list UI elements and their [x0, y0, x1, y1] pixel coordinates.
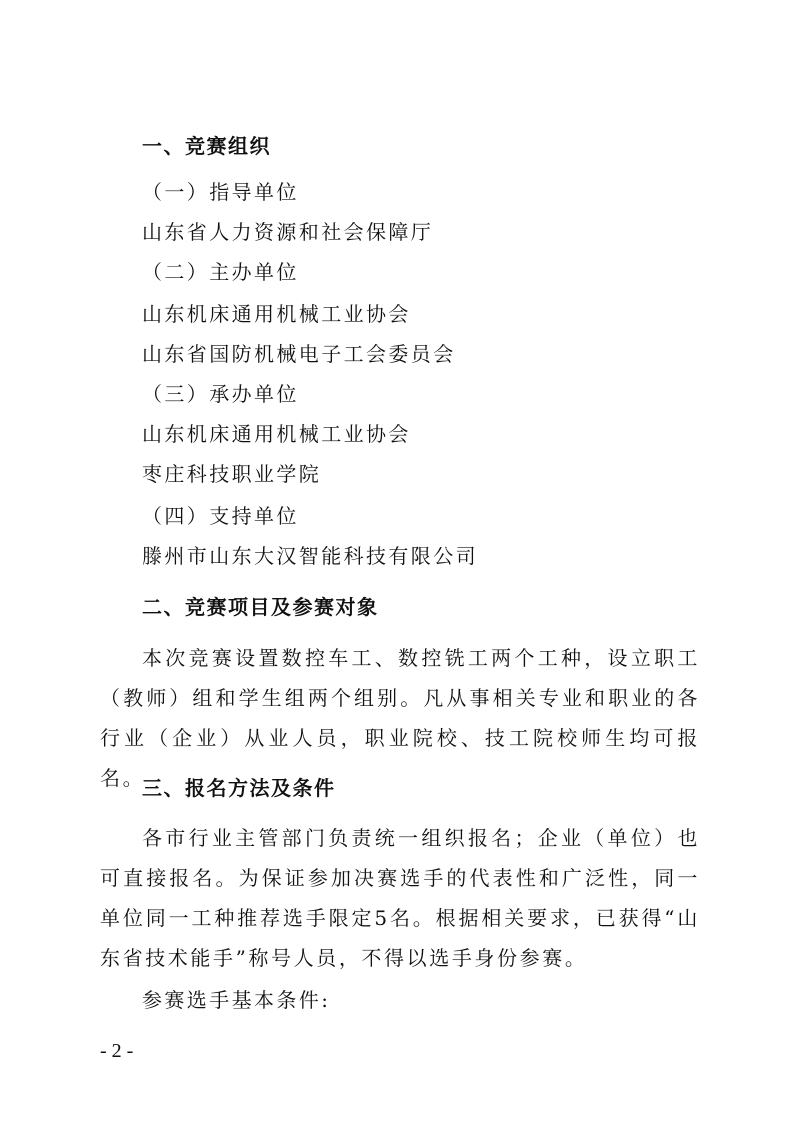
- page-number: - 2 -: [100, 1040, 134, 1062]
- organizer-unit-1: 山东机床通用机械工业协会: [142, 422, 411, 446]
- host-unit-2: 山东省国防机械电子工会委员会: [142, 342, 456, 366]
- support-unit: 滕州市山东大汉智能科技有限公司: [142, 544, 478, 568]
- guide-unit: 山东省人力资源和社会保障厅: [142, 220, 434, 244]
- sub-heading-support: （四）支持单位: [142, 504, 299, 528]
- section2-paragraph: 本次竞赛设置数控车工、数控铣工两个工种，设立职工（教师）组和学生组两个组别。凡从事相关专业和职业的各行业（企业）从业人员，职业院校、技工院校师生均可报名。: [100, 646, 700, 790]
- section2-heading: 二、竞赛项目及参赛对象: [142, 595, 379, 619]
- sub-heading-guide: （一）指导单位: [142, 180, 299, 204]
- section3-heading: 三、报名方法及条件: [142, 776, 336, 800]
- section3-paragraph: 各市行业主管部门负责统一组织报名；企业（单位）也可直接报名。为保证参加决赛选手的代表性和广泛性，同一单位同一工种推荐选手限定5名。根据相关要求，已获得“山东省技术能手”称号人员，不得以选手身份参赛。: [100, 826, 700, 970]
- host-unit-1: 山东机床通用机械工业协会: [142, 302, 411, 326]
- sub-heading-host: （二）主办单位: [142, 260, 299, 284]
- sub-heading-organizer: （三）承办单位: [142, 382, 299, 406]
- organizer-unit-2: 枣庄科技职业学院: [142, 462, 322, 486]
- conditions-label: 参赛选手基本条件:: [142, 988, 331, 1012]
- section1-heading: 一、竞赛组织: [142, 134, 271, 158]
